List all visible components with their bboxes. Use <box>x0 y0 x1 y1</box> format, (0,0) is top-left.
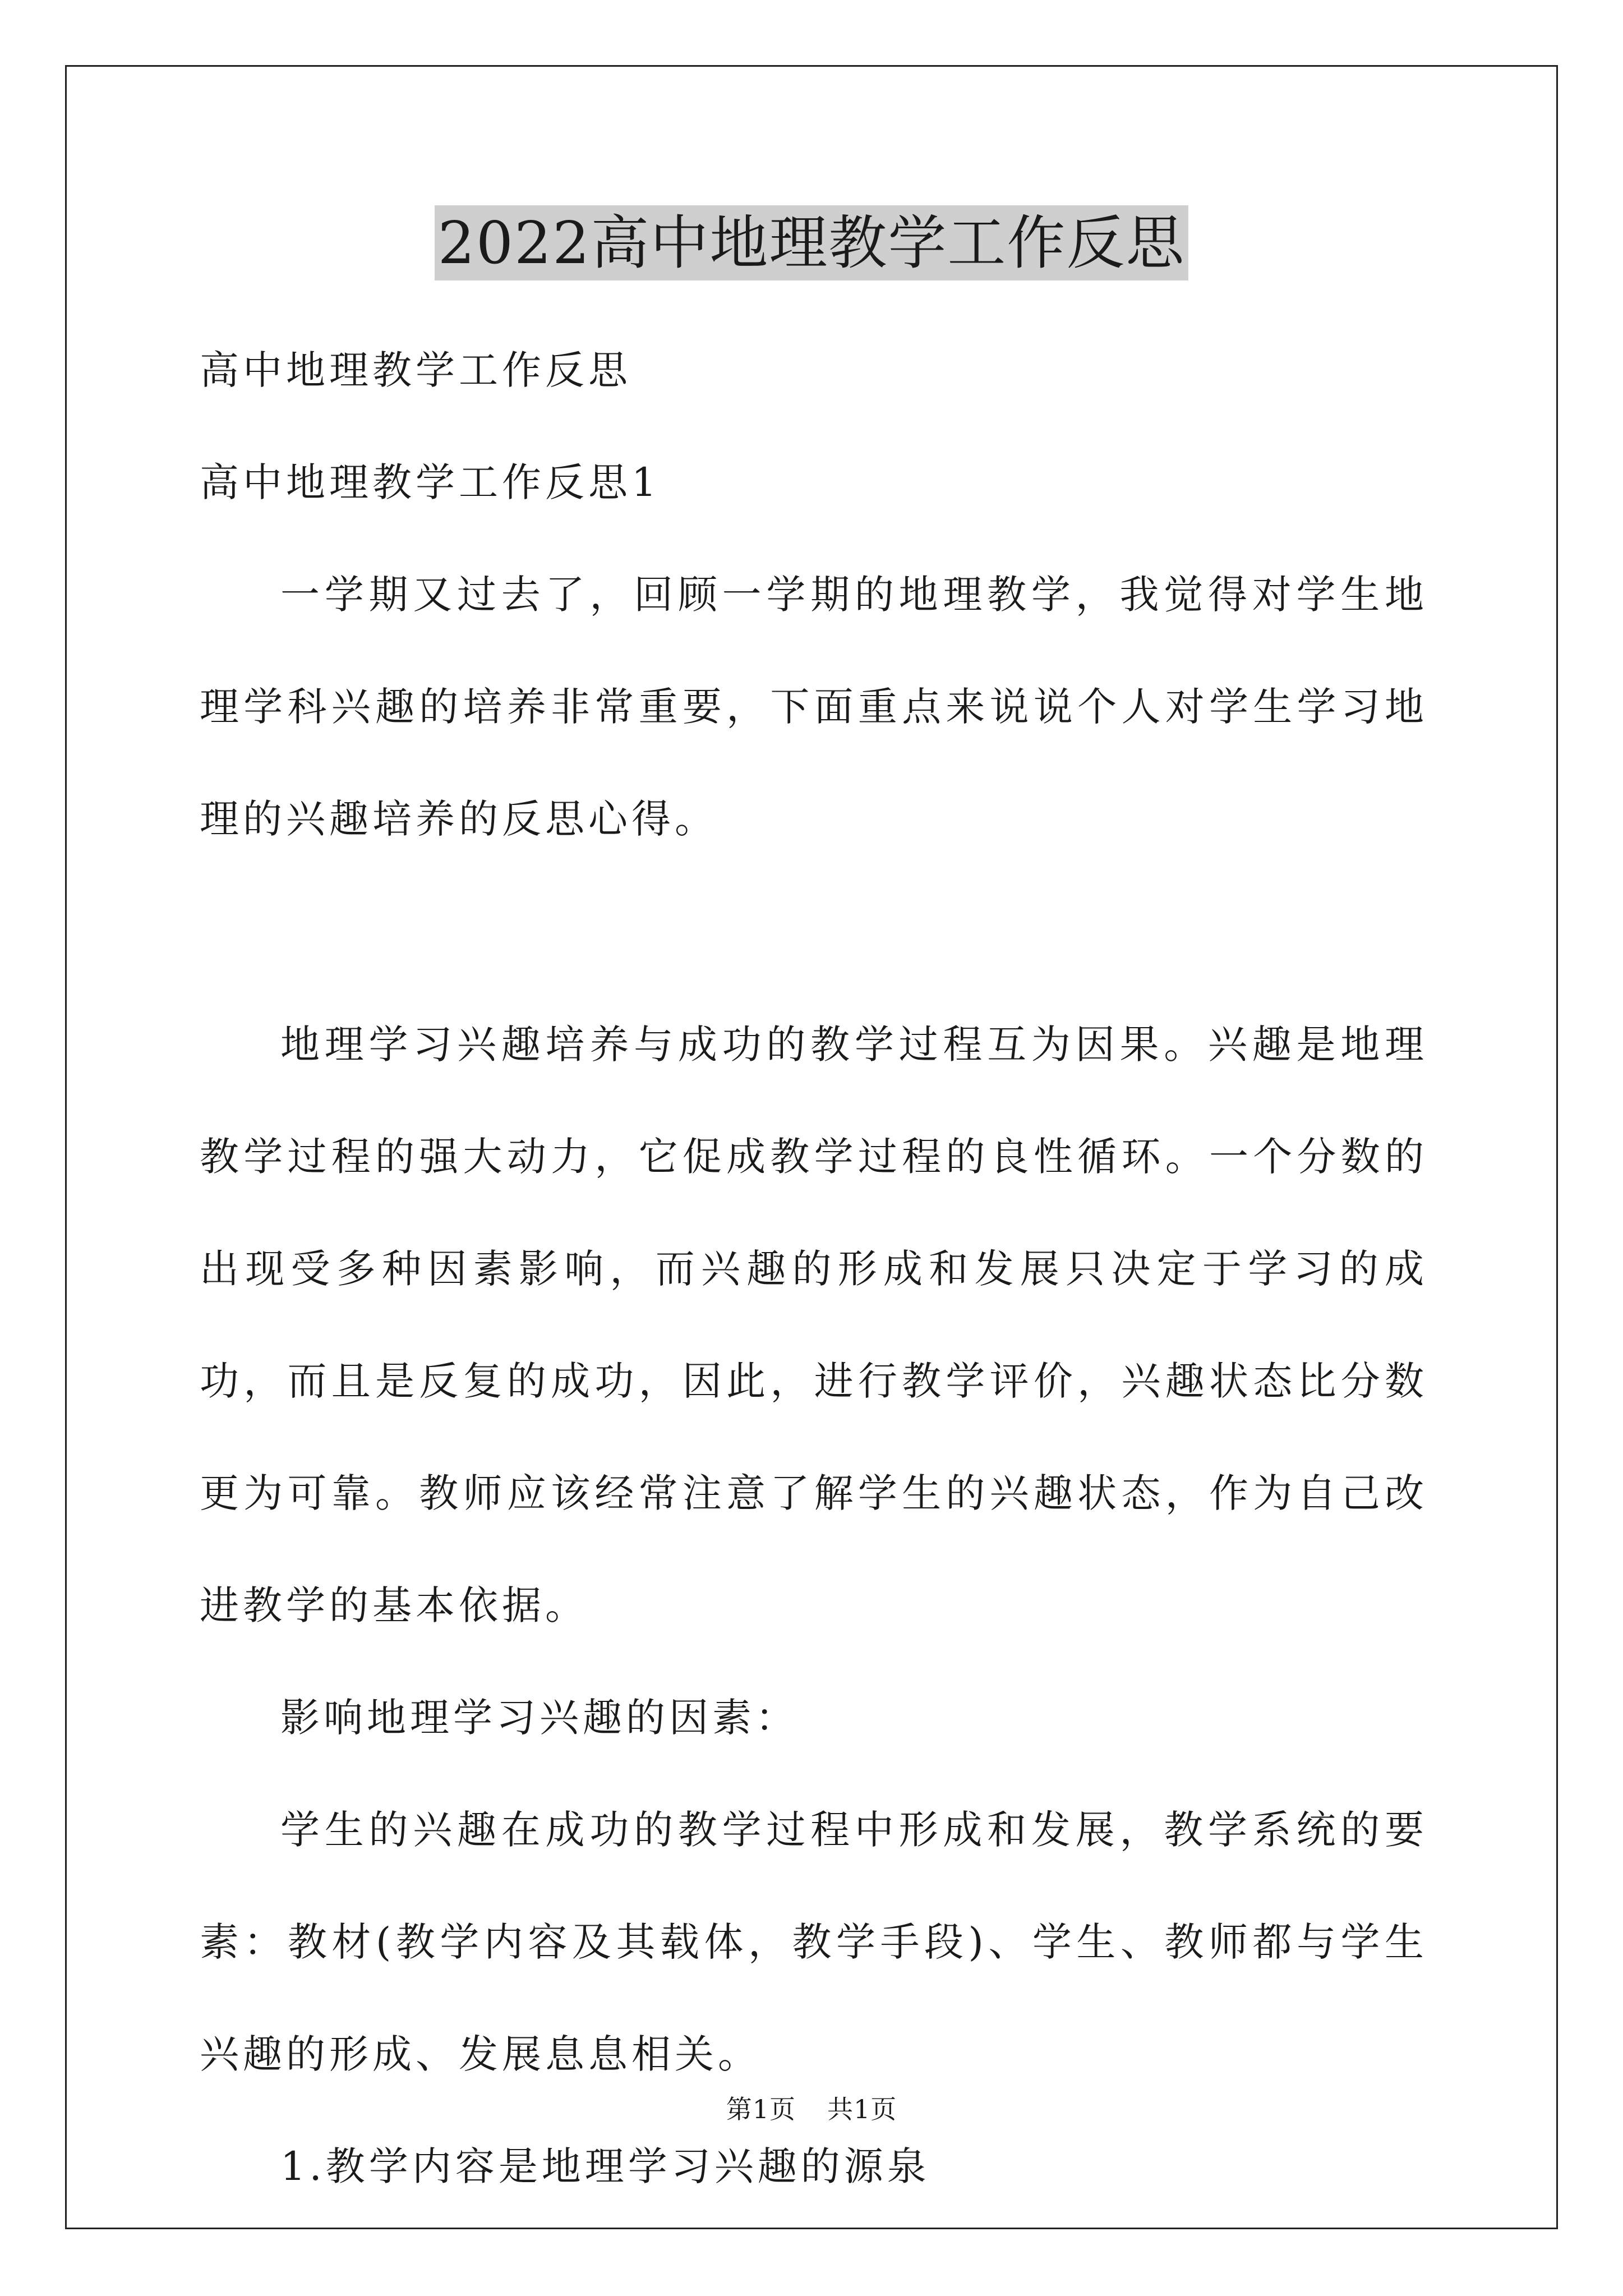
paragraph-2: 地理学习兴趣培养与成功的教学过程互为因果。兴趣是地理教学过程的强大动力，它促成教学过程的良性循环。一个分数的出现受多种因素影响，而兴趣的形成和发展只决定于学习的成功，而且是反复的成功，因此，进行教学评价，兴趣状态比分数更为可靠。教师应该经常注意了解学生的兴趣状态，作为自己改进教学的基本依据。 <box>200 1022 1428 1628</box>
document-title <box>0 204 1623 282</box>
section-heading: 高中地理教学工作反思1 <box>200 459 661 505</box>
paragraph-1: 一学期又过去了，回顾一学期的地理教学，我觉得对学生地理学科兴趣的培养非常重要，下面重点来说说个人对学生学习地理的兴趣培养的反思心得。 <box>200 572 1428 842</box>
page-number-current: 第1页 <box>726 2094 796 2124</box>
paragraph-5: 1.教学内容是地理学习兴趣的源泉 <box>280 2143 930 2189</box>
paragraph-3: 影响地理学习兴趣的因素： <box>280 1695 799 1741</box>
page-footer <box>0 2092 1623 2126</box>
paragraph-4: 学生的兴趣在成功的教学过程中形成和发展，教学系统的要素：教材(教学内容及其载体，教学手段)、学生、教师都与学生兴趣的形成、发展息息相关。 <box>200 1807 1428 2077</box>
document-title-text: 2022高中地理教学工作反思 <box>435 205 1189 280</box>
document-subtitle: 高中地理教学工作反思 <box>200 347 631 393</box>
document-body <box>200 314 1428 2223</box>
page-number-total: 共1页 <box>827 2094 897 2124</box>
paragraph-gap <box>200 875 1428 988</box>
